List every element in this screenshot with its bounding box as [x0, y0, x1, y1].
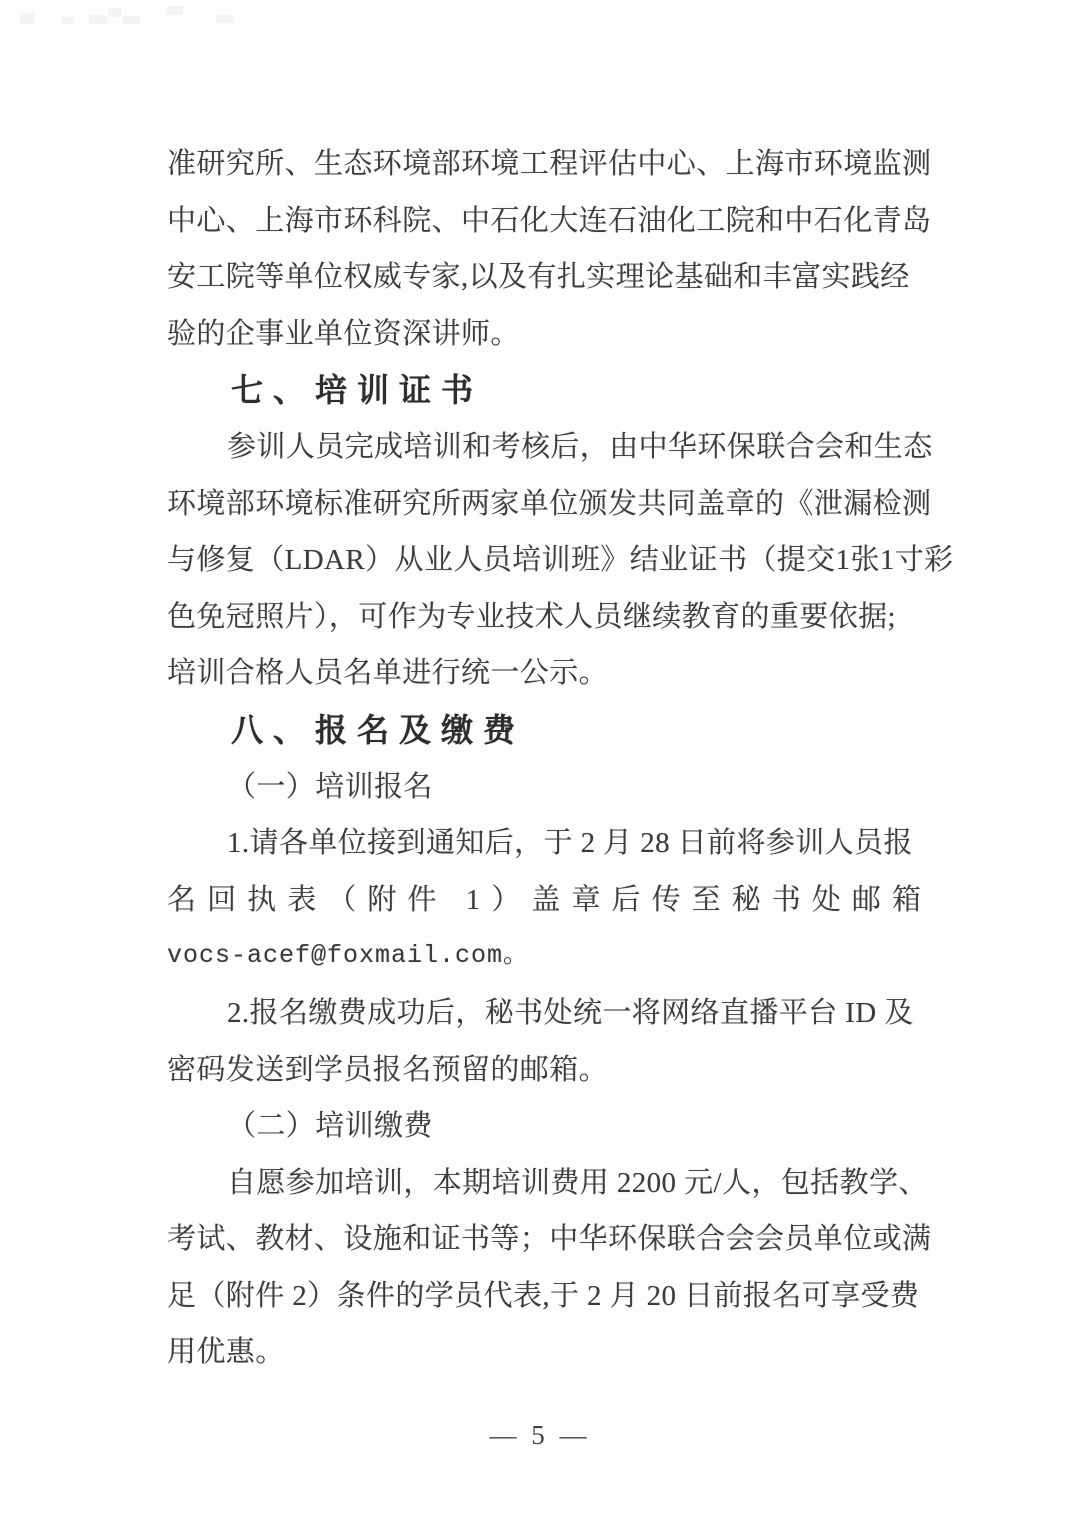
- body-line: 培训合格人员名单进行统一公示。: [167, 657, 609, 690]
- scan-artifact: [123, 16, 140, 24]
- section-heading-7: 七、培训证书: [231, 372, 484, 409]
- subsection-heading: （二）培训缴费: [227, 1110, 433, 1143]
- body-line: 与修复（LDAR）从业人员培训班》结业证书（提交1张1寸彩: [167, 544, 954, 577]
- page-number: — 5 —: [489, 1420, 591, 1450]
- scan-artifact: [108, 8, 121, 17]
- section-heading-8: 八、报名及缴费: [231, 711, 526, 748]
- email-address: vocs-acef@foxmail.com。: [167, 941, 530, 971]
- body-line: 准研究所、生态环境部环境工程评估中心、上海市环境监测: [167, 148, 932, 180]
- body-line: 用优惠。: [167, 1336, 285, 1369]
- body-line: 中心、上海市环科院、中石化大连石油化工院和中石化青岛: [167, 204, 932, 237]
- body-line: 考试、教材、设施和证书等；中华环保联合会会员单位或满: [167, 1223, 932, 1256]
- body-line: 参训人员完成培训和考核后，由中华环保联合会和生态: [227, 430, 933, 463]
- list-item-line: 2.报名缴费成功后，秘书处统一将网络直播平台 ID 及: [227, 996, 914, 1029]
- body-line: 足（附件 2）条件的学员代表,于 2 月 20 日前报名可享受费: [167, 1279, 920, 1312]
- body-line: 验的企事业单位资深讲师。: [167, 317, 520, 350]
- body-line: 密码发送到学员报名预留的邮箱。: [167, 1053, 609, 1086]
- subsection-heading: （一）培训报名: [227, 770, 433, 803]
- list-item-line: 1.请各单位接到通知后，于 2 月 28 日前将参训人员报: [227, 827, 913, 860]
- scan-artifact: [216, 15, 233, 23]
- scan-artifact: [89, 15, 107, 24]
- page-footer: [0, 1420, 1080, 1451]
- body-line: 自愿参加培训，本期培训费用 2200 元/人，包括教学、: [227, 1166, 928, 1199]
- justified-line: 名回执表（附件 1）盖章后传至秘书处邮箱: [167, 883, 931, 916]
- scan-artifact: [167, 6, 183, 15]
- body-line: 安工院等单位权威专家,以及有扎实理论基础和丰富实践经: [167, 261, 910, 294]
- scan-artifact: [62, 17, 73, 24]
- body-line: 色免冠照片），可作为专业技术人员继续教育的重要依据;: [167, 600, 896, 633]
- body-line: 环境部环境标准研究所两家单位颁发共同盖章的《泄漏检测: [167, 487, 932, 520]
- scan-artifact: [20, 13, 34, 24]
- document-body: [167, 136, 954, 1381]
